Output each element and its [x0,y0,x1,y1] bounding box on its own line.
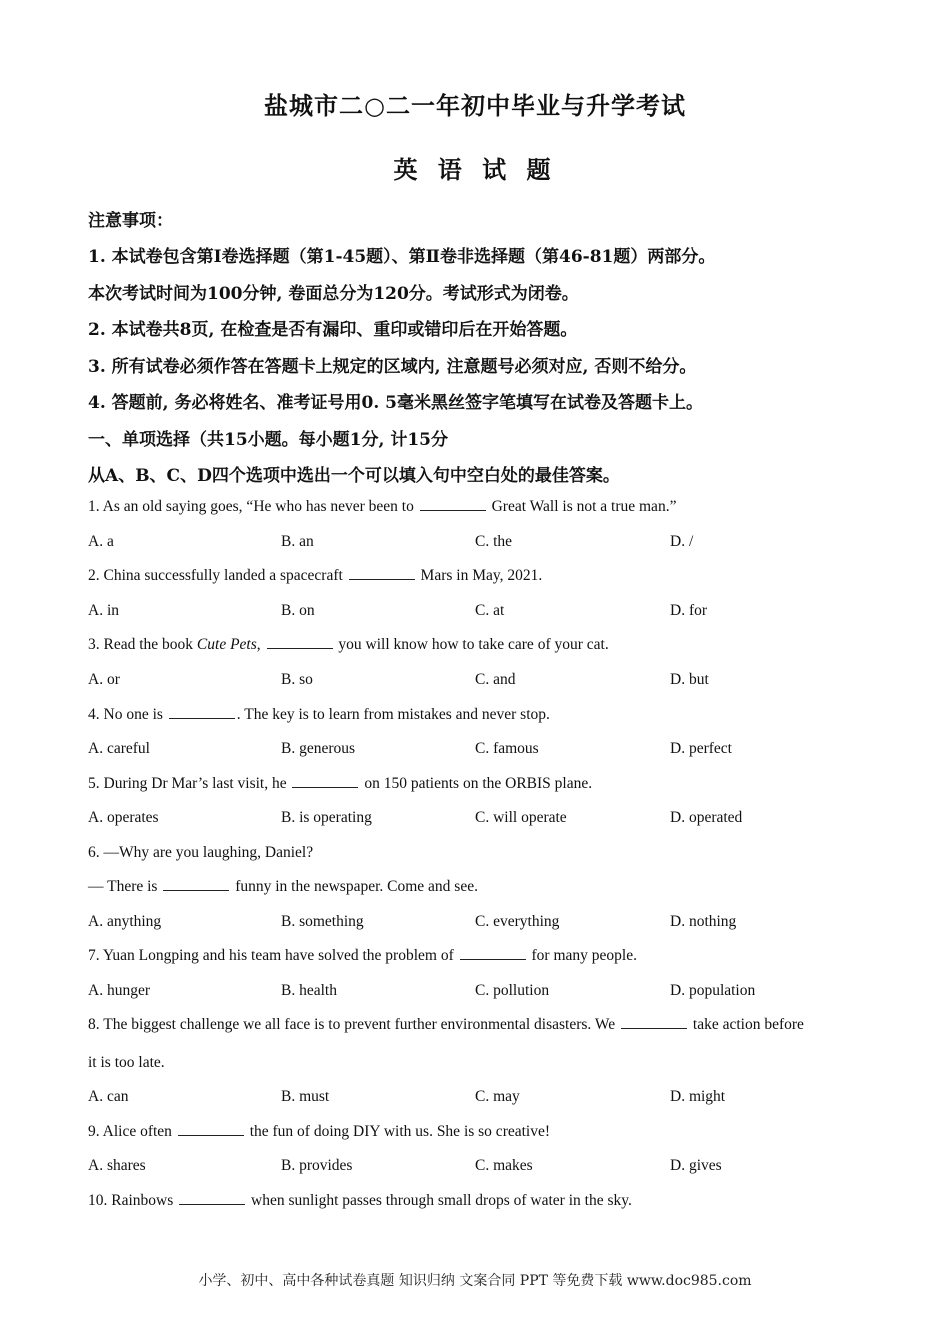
notice-line-5: 4. 答题前, 务必将姓名、准考证号用0. 5毫米黑丝签字笔填写在试卷及答题卡上。 [88,393,703,413]
option-c: C. at [475,602,505,619]
option-b: B. something [281,913,364,930]
footer-text: 小学、初中、高中各种试卷真题 知识归纳 文案合同 PPT 等免费下载 www.doc985.com [198,1273,752,1289]
option-c: C. famous [475,740,539,757]
question-6-reply: — There is funny in the newspaper. Come and see. [88,878,478,895]
question-9: 9. Alice often the fun of doing DIY with us. She is so creative! [88,1123,551,1140]
question-2: 2. China successfully landed a spacecraft Mars in May, 2021. [88,567,543,584]
option-a: A. a [88,533,114,550]
answer-blank [267,636,333,649]
option-d: D. nothing [670,913,737,930]
option-b: B. provides [281,1157,353,1174]
exam-subtitle: 英 语 试 题 [393,155,557,184]
answer-blank [178,1123,244,1136]
option-d: D. operated [670,809,743,826]
notice-line-4: 3. 所有试卷必须作答在答题卡上规定的区域内, 注意题号必须对应, 否则不给分。 [88,357,697,377]
option-c: C. may [475,1088,520,1105]
question-8-options [88,1088,868,1108]
question-5: 5. During Dr Mar’s last visit, he on 150 patients on the ORBIS plane. [88,775,593,792]
option-c: C. the [475,533,513,550]
option-c: C. pollution [475,982,550,999]
option-d: D. might [670,1088,726,1105]
question-6: 6. —Why are you laughing, Daniel? [88,844,314,861]
notice-line-2: 本次考试时间为100分钟, 卷面总分为120分。考试形式为闭卷。 [88,284,579,304]
question-4-options [88,740,868,760]
option-c: C. makes [475,1157,533,1174]
section-instruction: 从A、B、C、D四个选项中选出一个可以填入句中空白处的最佳答案。 [88,466,620,486]
answer-blank [349,567,415,580]
option-a: A. operates [88,809,159,826]
question-7: 7. Yuan Longping and his team have solved the problem of for many people. [88,947,637,964]
option-d: D. for [670,602,708,619]
option-a: A. in [88,602,119,619]
notice-heading: 注意事项： [88,211,173,231]
question-7-options [88,982,868,1002]
exam-title: 盐城市二○二一年初中毕业与升学考试 [264,91,686,120]
section-title: 一、单项选择（共15小题。每小题1分, 计15分 [88,430,448,450]
option-c: C. will operate [475,809,567,826]
option-b: B. so [281,671,313,688]
question-8: 8. The biggest challenge we all face is to prevent further environmental disasters. We take action before [88,1016,804,1033]
option-b: B. generous [281,740,356,757]
answer-blank [292,775,358,788]
book-title: Cute Pets [196,636,257,653]
question-9-options [88,1157,868,1177]
option-d: D. gives [670,1157,722,1174]
option-a: A. shares [88,1157,146,1174]
option-a: A. or [88,671,120,688]
answer-blank [460,947,526,960]
question-6-options [88,913,868,933]
option-d: D. population [670,982,756,999]
notice-line-1: 1. 本试卷包含第Ⅰ卷选择题（第1-45题）、第Ⅱ卷非选择题（第46-81题）两部分。 [88,247,716,267]
option-c: C. everything [475,913,560,930]
question-8-continued: it is too late. [88,1054,165,1071]
option-a: A. can [88,1088,129,1105]
option-a: A. careful [88,740,150,757]
option-b: B. must [281,1088,330,1105]
question-1: 1. As an old saying goes, “He who has never been to Great Wall is not a true man.” [88,498,677,515]
option-d: D. / [670,533,694,550]
answer-blank [179,1192,245,1205]
notice-line-3: 2. 本试卷共8页, 在检查是否有漏印、重印或错印后在开始答题。 [88,320,578,340]
option-c: C. and [475,671,516,688]
option-a: A. anything [88,913,162,930]
option-a: A. hunger [88,982,150,999]
question-5-options [88,809,868,829]
question-4: 4. No one is . The key is to learn from mistakes and never stop. [88,706,550,723]
option-b: B. on [281,602,315,619]
answer-blank [420,498,486,511]
option-b: B. an [281,533,314,550]
answer-blank [163,878,229,891]
option-b: B. health [281,982,337,999]
question-10: 10. Rainbows when sunlight passes through small drops of water in the sky. [88,1192,632,1209]
option-d: D. perfect [670,740,732,757]
question-1-options [88,533,868,553]
question-2-options [88,602,868,622]
option-d: D. but [670,671,709,688]
question-3: 3. Read the book Cute Pets, you will know how to take care of your cat. [88,636,609,653]
answer-blank [169,706,235,719]
answer-blank [621,1016,687,1029]
question-3-options [88,671,868,691]
option-b: B. is operating [281,809,372,826]
